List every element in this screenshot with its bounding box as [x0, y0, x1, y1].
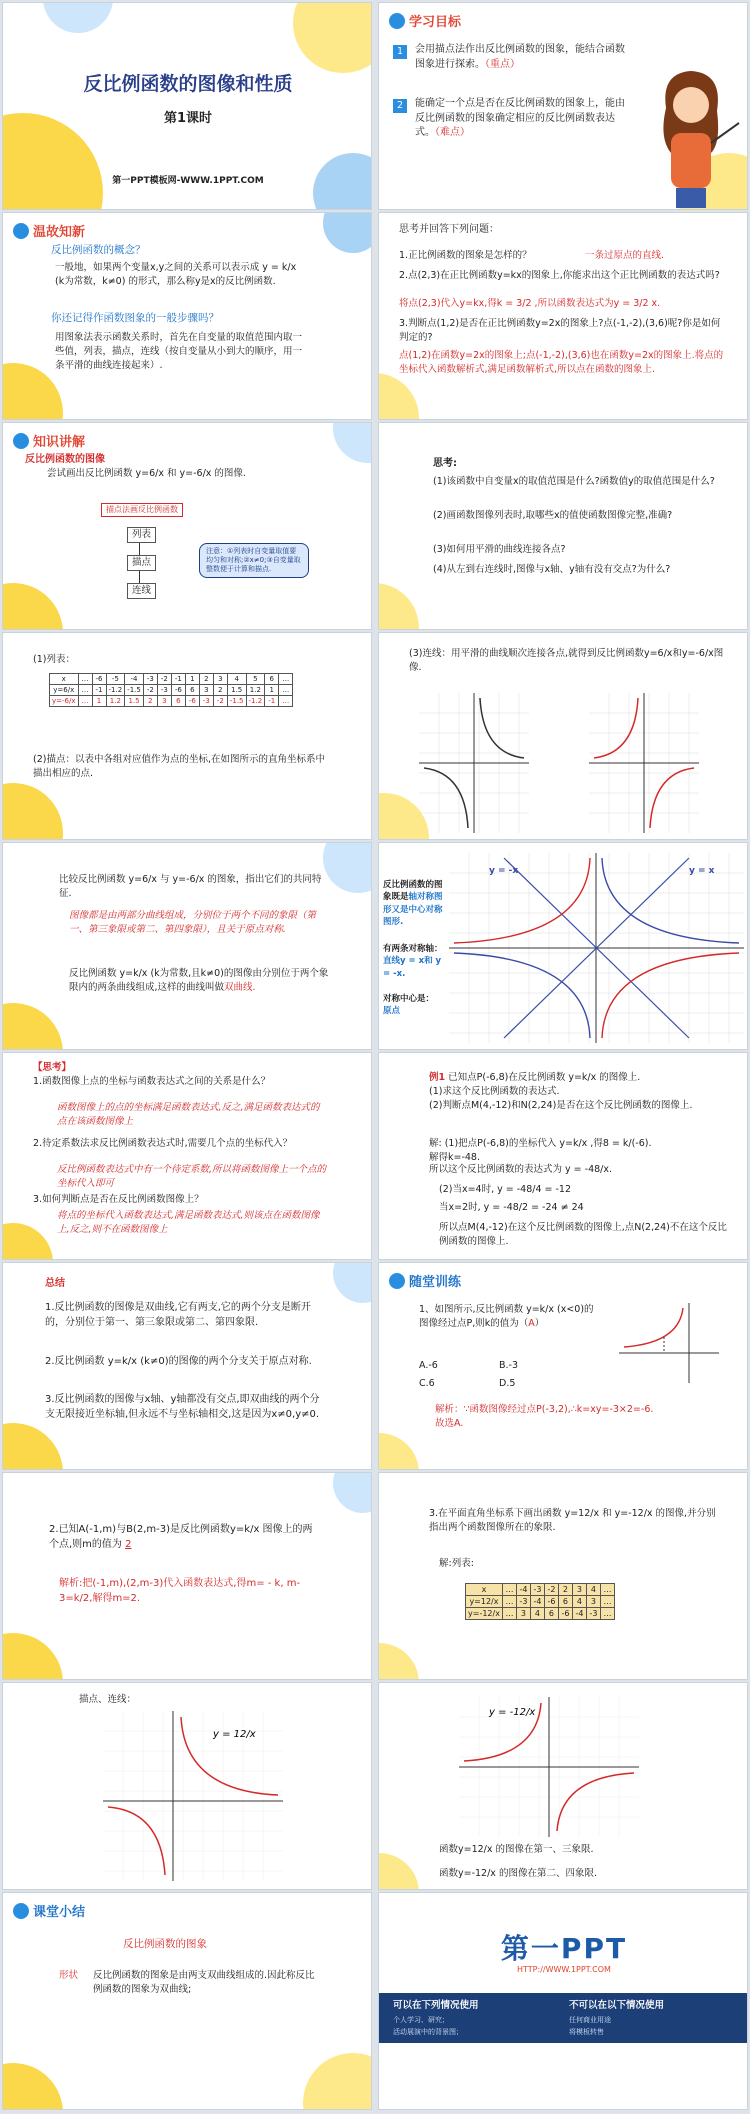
table-cell: y=-6/x [50, 696, 79, 707]
table-cell: -3 [530, 1584, 544, 1596]
teacher-illustration [641, 63, 741, 208]
table-cell: 1 [92, 696, 106, 707]
slide-review [2, 212, 372, 420]
table-cell: 6 [171, 696, 185, 707]
shape-text: 反比例函数的图象是由两支双曲线组成的.因此称反比例函数的图象为双曲线; [93, 1970, 315, 1995]
table-cell: y=6/x [50, 685, 79, 696]
table-cell: -4 [530, 1596, 544, 1608]
table-cell: 1 [185, 674, 199, 685]
table-cell: 1.5 [125, 696, 144, 707]
slide-practice-2 [2, 1472, 372, 1680]
flow-step-2: 描点 [127, 555, 156, 571]
table-cell: … [502, 1596, 516, 1608]
table-cell: -2 [544, 1584, 558, 1596]
a2: 将点(2,3)代入y=kx,得k = 3/2 ,所以函数表达式为y = 3/2 x. [399, 298, 661, 309]
table-cell: 6 [544, 1608, 558, 1620]
option-a: A.-6 [419, 1360, 438, 1371]
option-d: D.5 [499, 1378, 516, 1389]
label: 解:列表: [439, 1558, 474, 1569]
table-cell: -6 [558, 1608, 572, 1620]
table-cell: 4 [586, 1584, 600, 1596]
table-cell: 4 [227, 674, 246, 685]
graph-12-over-x [103, 1711, 283, 1881]
target-icon [389, 13, 405, 29]
table-cell: 2 [143, 696, 157, 707]
value-table [49, 673, 293, 707]
table-cell: … [502, 1584, 516, 1596]
slide-example [378, 1052, 748, 1260]
slide-plot-negative [378, 1682, 748, 1890]
task: 尝试画出反比例函数 y=6/x 和 y=-6/x 的图像. [47, 468, 246, 479]
goal-2: 能确定一个点是否在反比例函数的图象上，能由反比例函数的图象确定相应的反比例函数表达式。（难点） [415, 98, 625, 138]
slide-summary [2, 1262, 372, 1470]
subtitle: 第1课时 [163, 111, 213, 126]
slide-brand [378, 1892, 748, 2110]
point-2: 2.反比例函数 y=k/x (k≠0)的图像的两个分支关于原点对称. [45, 1356, 312, 1367]
table-cell: 2 [213, 685, 227, 696]
allowed-heading: 可以在下列情况使用 [393, 2000, 479, 2011]
table-cell: x [50, 674, 79, 685]
label-table: (1)列表： [33, 654, 75, 665]
question-2: 你还记得作函数图象的一般步骤吗？ [51, 312, 219, 324]
header: 温故知新 [13, 221, 85, 240]
a1: 函数图像上的点的坐标满足函数表达式,反之,满足函数表达式的点在该函数图像上 [57, 1102, 320, 1127]
table-cell: -1.2 [246, 696, 265, 707]
table-cell: 5 [246, 674, 265, 685]
table-cell: 3 [157, 696, 171, 707]
table-cell: 4 [572, 1596, 586, 1608]
slide-practice-3 [378, 1472, 748, 1680]
example: 例1 已知点P(-6,8)在反比例函数 y=k/x 的图像上. [429, 1072, 641, 1083]
table-cell: 3 [516, 1608, 530, 1620]
table-cell: -2 [143, 685, 157, 696]
table-cell: … [600, 1584, 614, 1596]
definition: 反比例函数 y=k/x (k为常数,且k≠0)的图像由分别位于两个象限内的两条曲线组成,这样的曲线叫做双曲线. [69, 968, 329, 993]
option-b: B.-3 [499, 1360, 519, 1371]
a3: 点(1,2)在函数y=2x的图象上;点(-1,-2),(3,6)也在函数y=2x的图象上.将点的坐标代入函数解析式,满足函数解析式,所以点在函数的图象上. [399, 350, 724, 375]
sol-4: (2)当x=4时, y = -48/4 = -12 [439, 1184, 572, 1195]
label: 描点、连线： [79, 1694, 137, 1705]
footer: 第一PPT模板网-WWW.1PPT.COM [112, 176, 264, 186]
text: (3)连线：用平滑的曲线顺次连接各点,就得到反比例函数y=6/x和y=-6/x图像. [409, 648, 724, 673]
slide-connect [378, 632, 748, 840]
table-cell: -6 [92, 674, 106, 685]
q2: 2.待定系数法求反比例函数表达式时,需要几个点的坐标代入？ [33, 1138, 293, 1149]
header: 课堂小结 [13, 1901, 85, 1920]
header: 学习目标 [389, 11, 461, 30]
q2: 2.点(2,3)在正比例函数y=kx的图象上,你能求出这个正比例函数的表达式吗? [399, 270, 720, 281]
table-cell: 6 [265, 674, 279, 685]
table-cell: -4 [125, 674, 144, 685]
goal-number: 1 [393, 45, 407, 59]
definition: 一般地，如果两个变量x,y之间的关系可以表示成 y = k/x (k为常数，k≠0) 的形式，那么称y是x的反比例函数. [55, 262, 297, 287]
formula-label: y = 12/x [213, 1729, 256, 1740]
table-cell: y=-12/x [466, 1608, 503, 1620]
table-cell: … [78, 685, 92, 696]
table-cell: … [279, 674, 293, 685]
part-2: (2)判断点M(4,-12)和N(2,24)是否在这个反比例函数的图像上. [429, 1100, 693, 1111]
forbidden-2: 将模板转售 [569, 2028, 604, 2036]
brand-url: HTTP://WWW.1PPT.COM [517, 1965, 611, 1974]
goal-1: 会用描点法作出反比例函数的图象，能结合函数图象进行探索。（重点） [415, 44, 625, 70]
table-cell: -2 [213, 696, 227, 707]
method-box: 描点法画反比例函数 [101, 503, 183, 517]
label-y-x: y = x [689, 866, 715, 876]
question: 3.在平面直角坐标系下画出函数 y=12/x 和 y=-12/x 的图像,并分别指出两个函数图像所在的象限. [429, 1508, 716, 1533]
tag: 【思考】 [33, 1062, 72, 1073]
table-cell: 4 [530, 1608, 544, 1620]
sol-3: 所以这个反比例函数的表达式为 y = -48/x. [429, 1164, 613, 1175]
graph-positive [419, 693, 529, 833]
practice-icon [389, 1273, 405, 1289]
slide-think [378, 212, 748, 420]
slide-plot-positive [2, 1682, 372, 1890]
steps: 用图象法表示函数关系时，首先在自变量的取值范围内取一些值，列表，描点，连线（按自变量从小到大的顺序，用一条平滑的曲线连接起来）. [55, 332, 303, 371]
knowledge-icon [13, 433, 29, 449]
table-cell: … [600, 1596, 614, 1608]
q1: 1.函数图像上点的坐标与函数表达式之间的关系是什么？ [33, 1076, 271, 1087]
q3: 3.如何判断点是否在反比例函数图像上？ [33, 1194, 204, 1205]
table-cell: -6 [185, 696, 199, 707]
table-cell: … [279, 696, 293, 707]
sol-6: 所以点M(4,-12)在这个反比例函数的图像上,点N(2,24)不在这个反比例函数的图像上. [439, 1222, 727, 1247]
question: 2.已知A(-1,m)与B(2,m-3)是反比例函数y=k/x 图像上的两个点,则m的值为 2 [49, 1524, 313, 1550]
table-cell: -3 [199, 696, 213, 707]
graph-neg-12-over-x [459, 1697, 639, 1837]
table-cell: 6 [558, 1596, 572, 1608]
table-cell: … [502, 1608, 516, 1620]
table-cell: -1 [92, 685, 106, 696]
table-cell: 2 [199, 674, 213, 685]
table-cell: -3 [143, 674, 157, 685]
q3: 3.判断点(1,2)是否在正比例函数y=2x的图象上?点(-1,-2),(3,6)呢?你是如何判定的? [399, 318, 721, 343]
table-cell: 2 [558, 1584, 572, 1596]
brand-logo: 第一PPT [500, 1932, 628, 1965]
q2: (2)画函数图像列表时,取哪些x的值使函数图像完整,准确? [433, 510, 673, 521]
q4: (4)从左到右连线时,图像与x轴、y轴有没有交点?为什么? [433, 564, 671, 575]
table-cell: 1 [265, 685, 279, 696]
allowed-1: 个人学习、研究； [393, 2016, 449, 2024]
label-shape: 形状 [59, 1970, 79, 1981]
heading: 思考: [433, 458, 457, 469]
flow-step-3: 连线 [127, 583, 156, 599]
table-cell: … [78, 674, 92, 685]
table-cell: -1 [265, 696, 279, 707]
table-cell: 3 [213, 674, 227, 685]
table-cell: -1.5 [125, 685, 144, 696]
value-table [465, 1583, 615, 1620]
slide-goals [378, 2, 748, 210]
conclusion-2: 函数y=-12/x 的图像在第二、四象限. [439, 1868, 597, 1879]
option-c: C.6 [419, 1378, 435, 1389]
subheading: 反比例函数的图象 [123, 1938, 207, 1950]
q1: 1.正比例函数的图象是怎样的？ [399, 250, 532, 261]
sol-1: 解: (1)把点P(-6,8)的坐标代入 y=k/x ,得8 = k/(-6). [429, 1138, 652, 1149]
table-cell: -6 [171, 685, 185, 696]
slide-questions [378, 422, 748, 630]
slide-practice [378, 1262, 748, 1470]
feature: 图像都是由两部分曲线组成，分别位于两个不同的象限（第一、第三象限或第二、第四象限），且关于原点对称. [69, 910, 317, 935]
explanation: 解析：∵函数图像经过点P(-3,2),∴k=xy=-3×2=-6.故选A. [435, 1404, 654, 1429]
slide-reflect [2, 1052, 372, 1260]
table-cell: y=12/x [466, 1596, 503, 1608]
symmetry-graph [449, 853, 744, 1043]
table-cell: 1.2 [106, 696, 125, 707]
point-1: 1.反比例函数的图像是双曲线,它有两支,它的两个分支是断开的，分别位于第一、第三象限或第二、第四象限. [45, 1302, 311, 1328]
allowed-2: 活动展演中的背景图； [393, 2028, 463, 2036]
comparison: 比较反比例函数 y=6/x 与 y=-6/x 的图象，指出它们的共同特征. [59, 874, 322, 899]
part-1: (1)求这个反比例函数的表达式. [429, 1086, 560, 1097]
table-cell: -5 [106, 674, 125, 685]
graph-negative [589, 693, 699, 833]
goal-number: 2 [393, 99, 407, 113]
intro: 思考并回答下列问题： [399, 224, 499, 235]
practice-graph [619, 1303, 719, 1383]
table-cell: -1.5 [227, 696, 246, 707]
symmetry-2: 有两条对称轴： 直线y = x和 y = -x. [383, 944, 443, 979]
sol-2: 解得k=-48. [429, 1152, 480, 1163]
sol-5: 当x=2时, y = -48/2 = -24 ≠ 24 [439, 1202, 584, 1213]
header: 知识讲解 [13, 431, 85, 450]
explanation: 解析:把(-1,m),(2,m-3)代入函数表达式,得m= - k, m-3=k/2,解得m=2. [59, 1578, 301, 1604]
formula-label: y = -12/x [489, 1707, 536, 1718]
table-cell: 3 [199, 685, 213, 696]
label-y-neg-x: y = -x [489, 866, 519, 876]
slide-compare [2, 842, 372, 1050]
table-cell: -2 [157, 674, 171, 685]
table-cell: -4 [516, 1584, 530, 1596]
header: 随堂训练 [389, 1271, 461, 1290]
slide-symmetry [378, 842, 748, 1050]
table-cell: -3 [516, 1596, 530, 1608]
conclusion-1: 函数y=12/x 的图像在第一、三象限. [439, 1844, 594, 1855]
note: 注意：①列表时自变量取值要均匀和对称;②x≠0;③自变量取整数便于计算和描点. [199, 543, 309, 578]
heading: 总结 [45, 1278, 65, 1289]
summary-icon [13, 1903, 29, 1919]
table-cell: -4 [572, 1608, 586, 1620]
subheading: 反比例函数的图像 [25, 454, 105, 465]
q3: (3)如何用平滑的曲线连接各点? [433, 544, 566, 555]
slide-knowledge [2, 422, 372, 630]
table-cell: x [466, 1584, 503, 1596]
a3: 将点的坐标代入函数表达式,满足函数表达式,则该点在函数图像上,反之,则不在函数图像上 [57, 1210, 320, 1235]
table-cell: 3 [586, 1596, 600, 1608]
review-icon [13, 223, 29, 239]
table-cell: … [78, 696, 92, 707]
table-cell: 1.5 [227, 685, 246, 696]
flow-step-1: 列表 [127, 527, 156, 543]
table-cell: -1.2 [106, 685, 125, 696]
table-cell: -3 [157, 685, 171, 696]
forbidden-heading: 不可以在以下情况使用 [569, 2000, 665, 2011]
q1: (1)该函数中自变量x的取值范围是什么?函数值y的取值范围是什么? [433, 476, 715, 487]
table-cell: 6 [185, 685, 199, 696]
slide-title [2, 2, 372, 210]
question-1: 反比例函数的概念？ [51, 244, 146, 256]
table-cell: … [279, 685, 293, 696]
symmetry-3: 对称中心是： 原点 [383, 994, 435, 1017]
table-cell: … [600, 1608, 614, 1620]
table-cell: -1 [171, 674, 185, 685]
table-cell: 1.2 [246, 685, 265, 696]
forbidden-1: 任何商业用途 [569, 2016, 611, 2024]
table-cell: -3 [586, 1608, 600, 1620]
table-cell: 3 [572, 1584, 586, 1596]
a1: 一条过原点的直线. [585, 250, 665, 261]
a2: 反比例函数表达式中有一个待定系数,所以将函数图像上一个点的坐标代入即可 [57, 1164, 327, 1189]
table-cell: -6 [544, 1596, 558, 1608]
question: 1、如图所示,反比例函数 y=k/x (x<0)的图像经过点P,则k的值为（A） [419, 1304, 594, 1329]
slide-table [2, 632, 372, 840]
slide-lesson-summary [2, 1892, 372, 2110]
label-plot: (2)描点：以表中各组对应值作为点的坐标,在如图所示的直角坐标系中描出相应的点. [33, 754, 325, 779]
title: 反比例函数的图像和性质 [83, 73, 293, 95]
point-3: 3.反比例函数的图像与x轴、y轴都没有交点,即双曲线的两个分支无限接近坐标轴,但永远不与坐标轴相交,这是因为x≠0,y≠0. [45, 1394, 320, 1420]
symmetry-1: 反比例函数的图象既是轴对称图形又是中心对称图形. [383, 880, 443, 927]
